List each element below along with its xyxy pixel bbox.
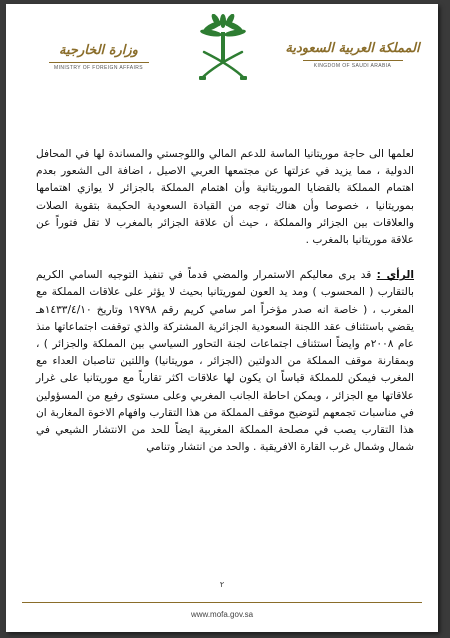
letterhead [6,4,438,104]
ministry-arabic-name: وزارة الخارجية [59,43,138,58]
ministry-english-name: MINISTRY OF FOREIGN AFFAIRS [54,65,143,71]
paragraph-opinion [36,267,414,456]
kingdom-arabic-name: المملكة العربية السعودية [285,41,420,56]
opinion-text: قد يرى معاليكم الاستمرار والمضي قدماً في تنفيذ التوجيه السامي الكريم بالتقارب ( المحسوب ) ومد يد العون لموريتانيا بحيث لا يؤثر على علاقات المملكة مع المغرب ، ( خاصة انه صدر مؤخراً امر سامي كريم رقم ١٩٧٩٨ وتاريخ ١٤٣٣/٤/١٠هـ يقضي باستئناف عقد اللجنة السعودية الجزائرية المشتركة والذي توقفت اجتماعاتها منذ عام ٢٠٠٨م وايضاً استئناف اجتماعات لجنة التحاور السياسي بين المملكة والجزائر ) ، وبمقارنة موقف المملكة من الدولتين (الجزائر ، موريتانيا) واللتين تناصبان العداء مع المغرب فيمكن للمملكة قياساً ان يكون لها علاقات اكثر تقارباً مع موريتانيا على غرار علاقاتها مع الجزائر ، ويمكن احاطة الجانب المغربي وعلى مستوى رفيع من المسؤولين في مناسبات تجمعهم لتوضيح موقف المملكة من هذا التقارب وافهام الاخوة المغاربة ان هذا التقارب يصب في مصلحة المملكة المغربية ايضاً للحد من الانتشار الشيعي في شمال وشمال غرب القارة الافريقية . والحد من انتشار وتنامي [36,269,414,454]
paragraph-context: لعلمها الى حاجة موريتانيا الماسة للدعم المالي واللوجستي والمساندة لها في المحافل الدولية ، مما يزيد في عزلتها عن مجتمعها العربي الاصيل ، اضافة الى الشعور بعدم اهتمام المملكة بالقضايا الموريتانية وأن اهتمام المملكة بالجزائر لا يوازي اهتمامها بموريتانيا ، خصوصا وأن هناك توجه من القيادة السعودية الحكيمة بتقوية الصلات والعلاقات بين الجزائر والمملكة ، حيث أن علاقة الجزائر بالمغرب لا تقل فتوراً عن علاقة موريتانيا بالمغرب . [36,148,414,247]
kingdom-heading [285,40,420,69]
letter-body [36,146,414,456]
saudi-emblem-icon [196,14,250,88]
page-number: ٢ [219,580,225,589]
footer-rule [22,602,422,603]
kingdom-rule [303,60,403,61]
kingdom-english-name: KINGDOM OF SAUDI ARABIA [313,63,392,69]
document-page [6,4,438,632]
footer-website: www.mofa.gov.sa [190,610,254,619]
ministry-heading [36,42,161,71]
opinion-label: الرأي : [376,269,415,282]
ministry-rule [49,62,149,63]
